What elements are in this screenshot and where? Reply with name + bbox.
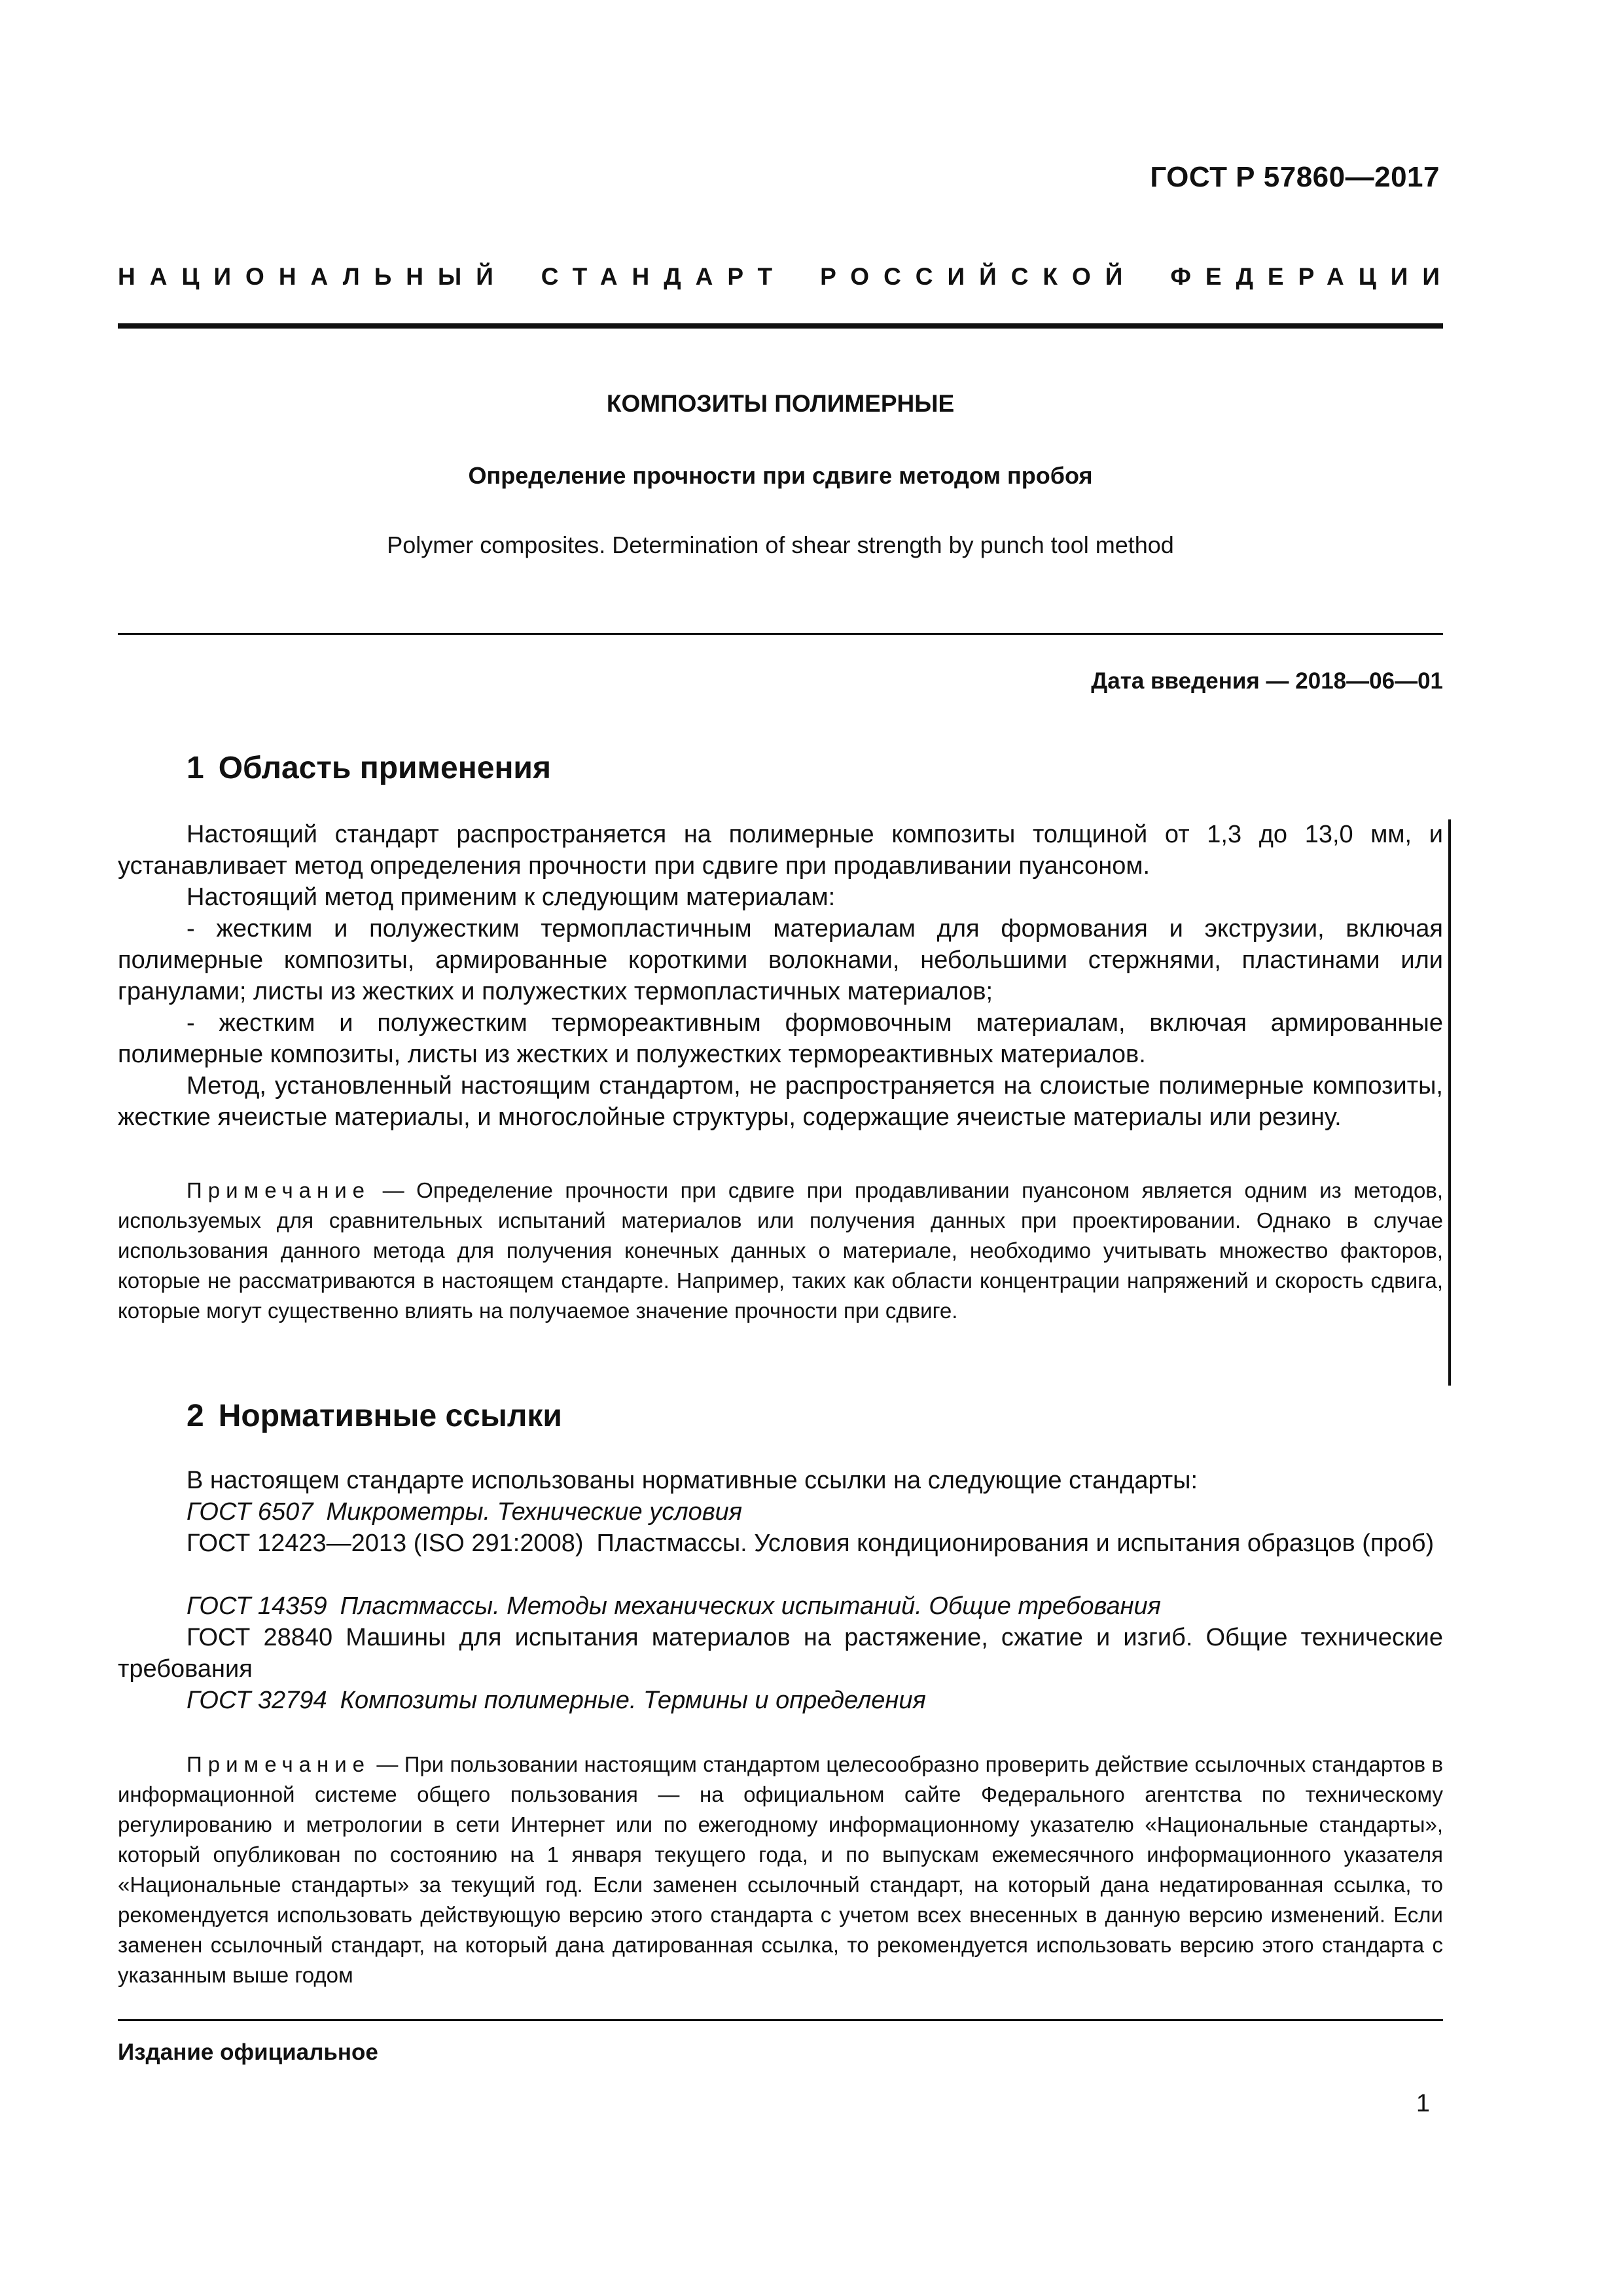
note-label: Примечание	[187, 1752, 371, 1776]
note-text: — При пользовании настоящим стандартом целесообразно проверить действие ссылочных стандартов в информационной системе общего пользования — на официальном сайте Федерального агентства по техническому регулированию и метрологии в сети Интернет или по ежегодному информационному указателю «Национальные стандарты», который опубликован по состоянию на 1 января текущего года, и по выпускам ежемесячного информационного указателя «Национальные стандарты» за текущий год. Если заменен ссылочный стандарт, на который дана недатированная ссылка, то рекомендуется использовать действующую версию этого стандарта с учетом всех внесенных в данную версию изменений. Если заменен ссылочный стандарт, на который дана датированная ссылка, то рекомендуется использовать версию этого стандарта с указанным выше годом	[118, 1752, 1443, 1987]
paragraph: - жестким и полужестким термопластичным материалам для формования и экструзии, включая полимерные композиты, армированные короткими волокнами, небольшими стержнями, пластинами или гранулами; листы из жестких и полужестких термопластичных материалов;	[118, 915, 1443, 1005]
reference-title: Пластмассы. Методы механических испытаний. Общие требования	[340, 1592, 1161, 1620]
reference-item	[118, 1685, 1443, 1716]
introduction-date: Дата введения — 2018—06—01	[1091, 668, 1443, 694]
header-word: РОССИЙСКОЙ	[820, 263, 1137, 290]
section-title: Нормативные ссылки	[218, 1399, 562, 1433]
reference-title: Микрометры. Технические условия	[326, 1498, 743, 1526]
header-word: ФЕДЕРАЦИИ	[1170, 263, 1454, 290]
note-label: Примечание	[187, 1178, 371, 1202]
reference-code: ГОСТ 14359	[187, 1592, 327, 1620]
note	[118, 1175, 1443, 1326]
section-number: 1	[187, 751, 204, 785]
reference-title: Машины для испытания материалов на растяжение, сжатие и изгиб. Общие технические требования	[118, 1624, 1443, 1683]
edition-label: Издание официальное	[118, 2039, 378, 2065]
page-number: 1	[1416, 2090, 1430, 2117]
english-title: Polymer composites. Determination of shear strength by punch tool method	[387, 531, 1174, 558]
paragraph: Метод, установленный настоящим стандартом, не распространяется на слоистые полимерные композиты, жесткие ячеистые материалы, и многослойные структуры, содержащие ячеистые материалы или резину.	[118, 1072, 1443, 1131]
reference-code: ГОСТ 28840	[187, 1624, 333, 1651]
section-number: 2	[187, 1399, 204, 1433]
reference-code: ГОСТ 6507	[187, 1498, 313, 1526]
note	[118, 1749, 1443, 1990]
header-word: СТАНДАРТ	[541, 263, 787, 290]
header-word: НАЦИОНАЛЬНЫЙ	[118, 263, 508, 290]
national-standard-header	[118, 263, 1454, 291]
note-text: — Определение прочности при сдвиге при продавливании пуансоном является одним из методов, используемых для сравнительных испытаний материалов или получения данных при проектировании. Однако в случае использования данного метода для получения конечных данных о материале, необходимо учитывать множество факторов, которые не рассматриваются в настоящем стандарте. Например, таких как области концентрации напряжений и скорость сдвига, которые могут существенно влиять на получаемое значение прочности при сдвиге.	[118, 1178, 1443, 1323]
section-heading-references	[187, 1398, 562, 1434]
paragraph: Настоящий метод применим к следующим материалам:	[187, 884, 836, 911]
reference-item	[118, 1622, 1443, 1685]
reference-item	[118, 1528, 1443, 1559]
reference-title: Пластмассы. Условия кондиционирования и испытания образцов (проб)	[596, 1530, 1435, 1557]
section-title: Область применения	[218, 751, 551, 785]
header-divider	[118, 323, 1443, 329]
section-heading-scope	[187, 750, 551, 786]
reference-code: ГОСТ 12423—2013 (ISO 291:2008)	[187, 1530, 584, 1557]
footer-divider	[118, 2019, 1443, 2021]
reference-item	[118, 1496, 1443, 1528]
document-subtitle: Определение прочности при сдвиге методом пробоя	[468, 462, 1093, 489]
document-title: КОМПОЗИТЫ ПОЛИМЕРНЫЕ	[606, 390, 955, 417]
paragraph: - жестким и полужестким термореактивным формовочным материалам, включая армированные полимерные композиты, листы из жестких и полужестких термореактивных материалов.	[118, 1009, 1443, 1068]
paragraph: В настоящем стандарте использованы нормативные ссылки на следующие стандарты:	[187, 1467, 1198, 1494]
paragraph: Настоящий стандарт распространяется на полимерные композиты толщиной от 1,3 до 13,0 мм, и устанавливает метод определения прочности при сдвиге при продавливании пуансоном.	[118, 821, 1443, 880]
change-bar	[1448, 819, 1451, 1386]
standard-number: ГОСТ Р 57860—2017	[1150, 161, 1440, 193]
reference-title: Композиты полимерные. Термины и определения	[340, 1687, 926, 1714]
reference-item	[118, 1590, 1443, 1622]
reference-code: ГОСТ 32794	[187, 1687, 327, 1714]
title-divider	[118, 633, 1443, 635]
